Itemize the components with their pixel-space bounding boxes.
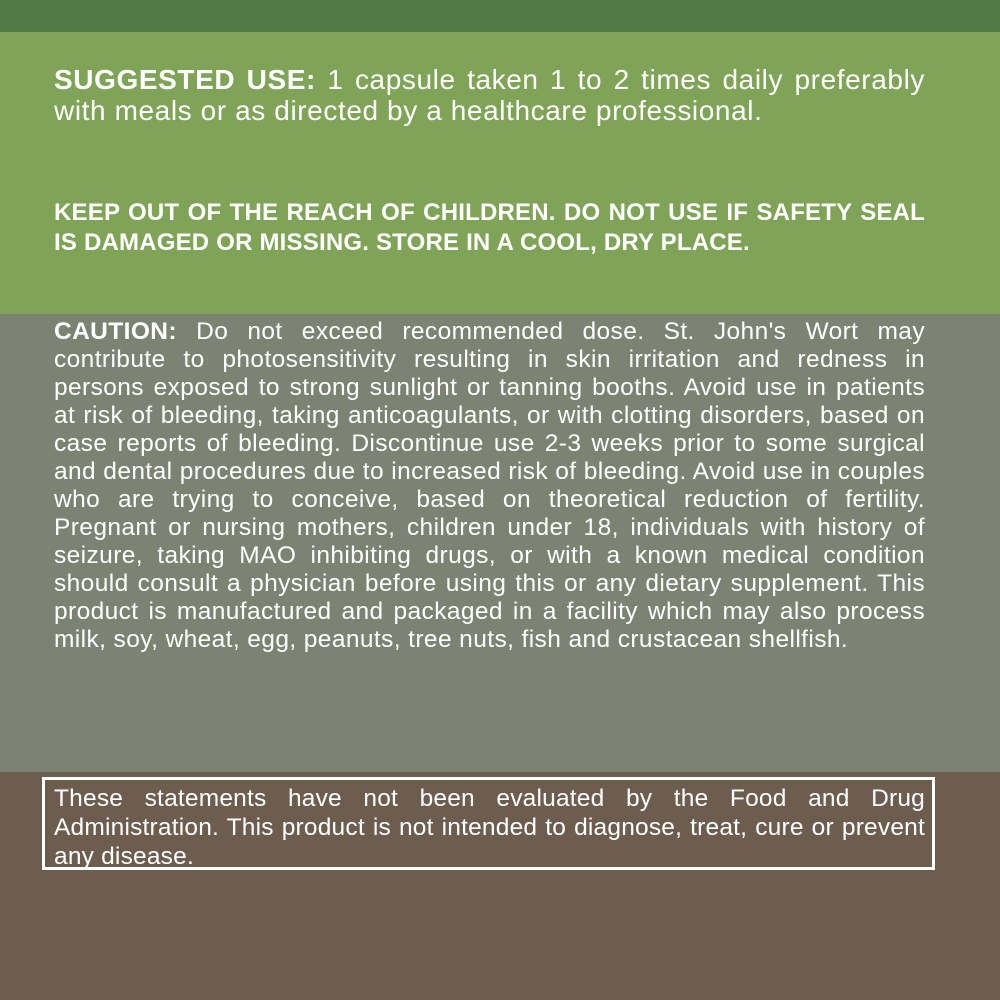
suggested-use-label: SUGGESTED USE:	[54, 64, 316, 95]
suggested-use-text: 1 capsule taken 1 to 2 times daily preferably with meals or as directed by a healthcare professional.	[54, 64, 925, 126]
caution-label: CAUTION:	[54, 318, 177, 345]
top-color-band	[0, 0, 1000, 32]
fda-disclaimer: These statements have not been evaluated by the Food and Drug Administration. This product is not intended to diagnose, treat, cure or prevent any disease.	[54, 785, 925, 870]
safety-warning: KEEP OUT OF THE REACH OF CHILDREN. DO NOT USE IF SAFETY SEAL IS DAMAGED OR MISSING. STORE IN A COOL, DRY PLACE.	[54, 199, 925, 256]
caution-text: Do not exceed recommended dose. St. John's Wort may contribute to photosensitivity resulting in skin irritation and redness in persons exposed to strong sunlight or tanning booths. Avoid use in patients at risk of bleeding, taking anticoagulants, or with clotting disorders, based on case reports of bleeding. Discontinue use 2-3 weeks prior to some surgical and dental procedures due to increased risk of bleeding. Avoid use in couples who are trying to conceive, based on theoretical reduction of fertility. Pregnant or nursing mothers, children under 18, individuals with history of seizure, taking MAO inhibiting drugs, or with a known medical condition should consult a physician before using this or any dietary supplement. This product is manufactured and packaged in a facility which may also process milk, soy, wheat, egg, peanuts, tree nuts, fish and crustacean shellfish.	[54, 318, 925, 653]
caution-paragraph	[54, 318, 925, 654]
suggested-use-paragraph	[54, 64, 925, 126]
